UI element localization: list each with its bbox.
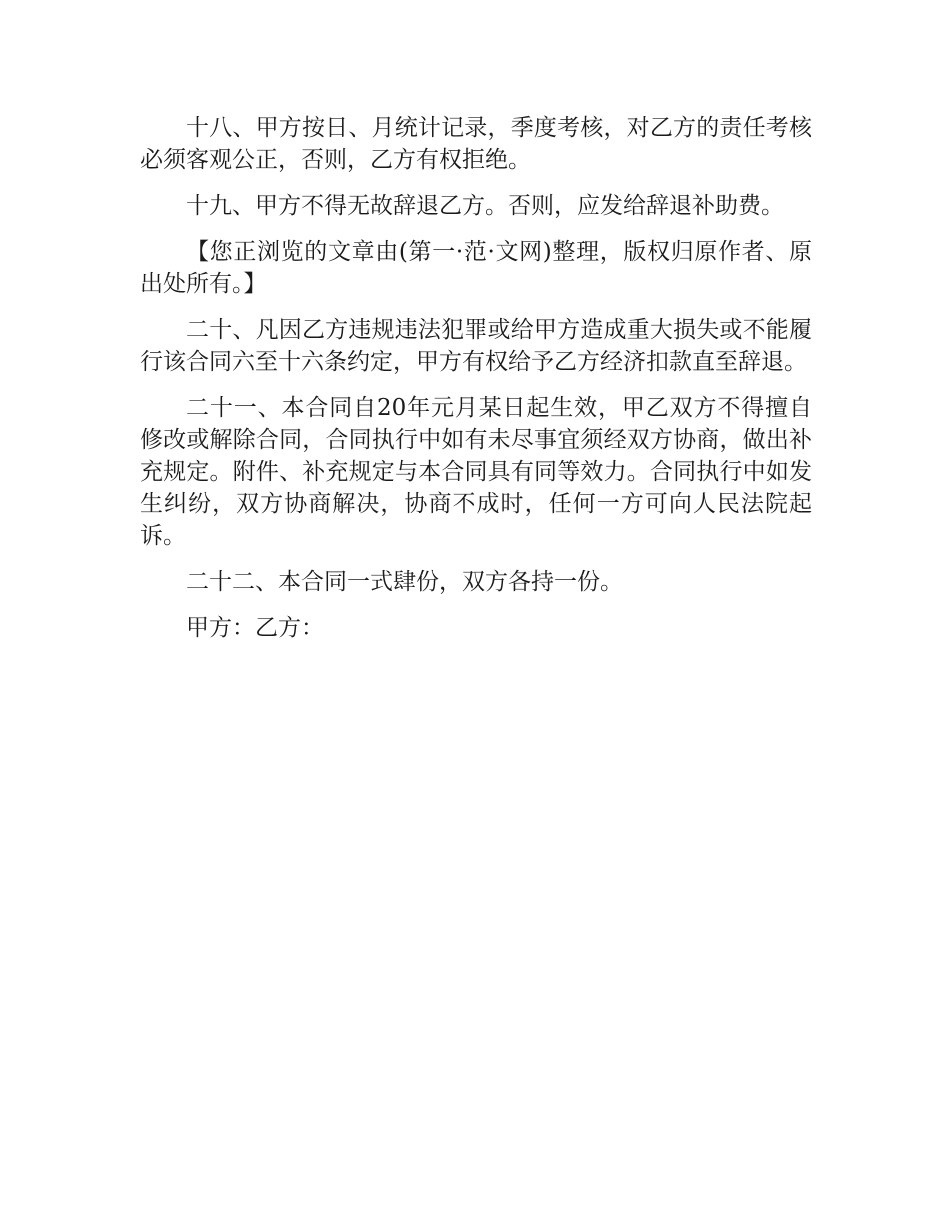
clause-19: 十九、甲方不得无故辞退乙方。否则，应发给辞退补助费。 bbox=[186, 193, 784, 219]
document-body bbox=[140, 112, 812, 658]
clause-18: 十八、甲方按日、月统计记录，季度考核，对乙方的责任考核必须客观公正，否则，乙方有权拒绝。 bbox=[140, 115, 812, 173]
clause-20: 二十、凡因乙方违规违法犯罪或给甲方造成重大损失或不能履行该合同六至十六条约定，甲方有权给予乙方经济扣款直至辞退。 bbox=[140, 317, 812, 375]
clause-22: 二十二、本合同一式肆份，双方各持一份。 bbox=[186, 569, 623, 595]
clause-21: 二十一、本合同自20年元月某日起生效，甲乙双方不得擅自修改或解除合同，合同执行中如有未尽事宜须经双方协商，做出补充规定。附件、补充规定与本合同具有同等效力。合同执行中如发生纠纷，双方协商解决，协商不成时，任何一方可向人民法院起诉。 bbox=[140, 395, 812, 549]
copyright-notice: 【您正浏览的文章由(第一·范·文网)整理，版权归原作者、原出处所有。】 bbox=[140, 239, 812, 297]
signature-line: 甲方：乙方： bbox=[186, 615, 324, 641]
